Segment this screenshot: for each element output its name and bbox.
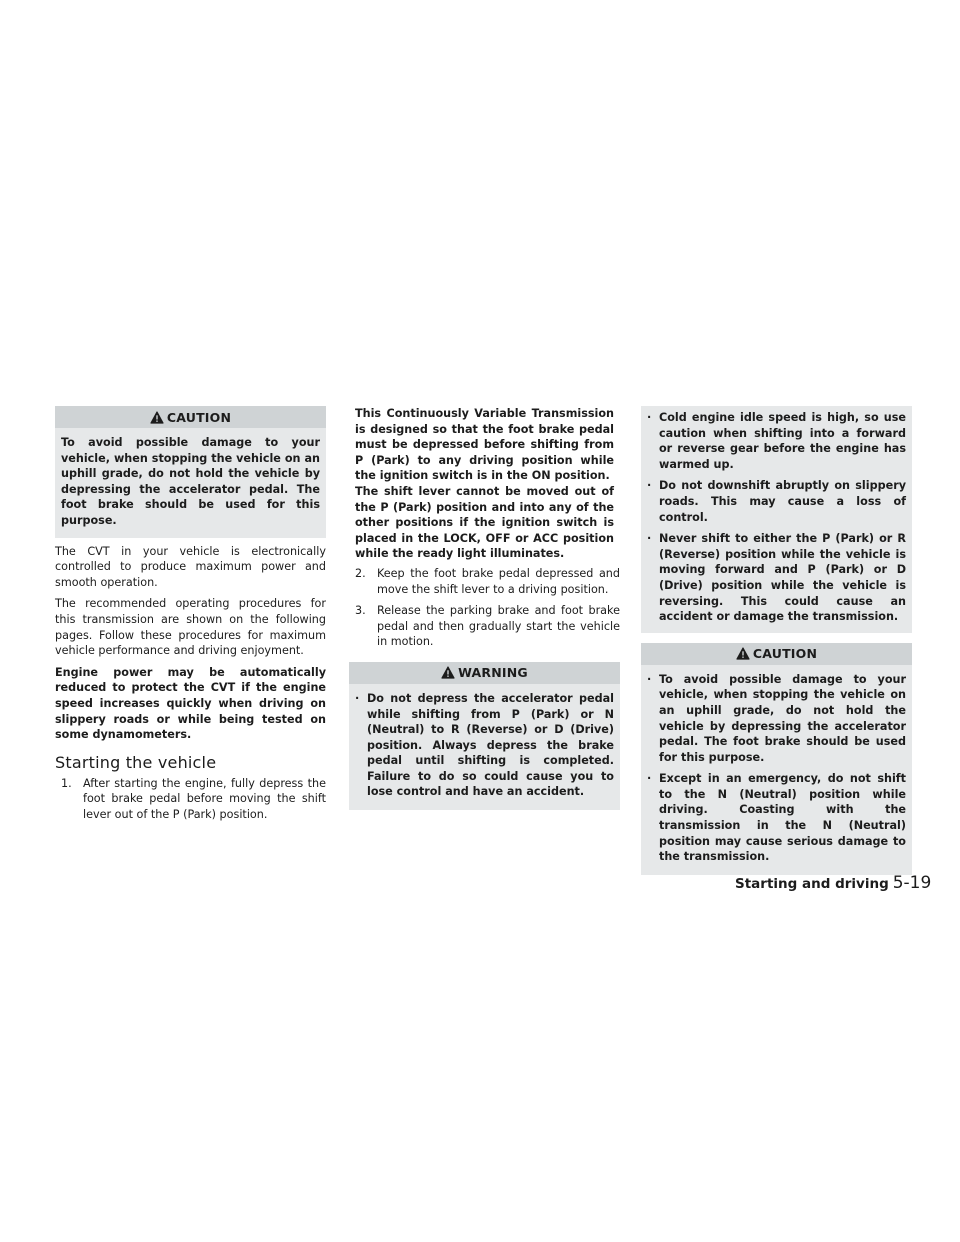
list-item-text: Except in an emergency, do not shift to the N (Neutral) position while driving. Coasting with the transmission in the N (Neutral) position may cause serious damage to the transmission. [659, 772, 906, 864]
column-left [55, 406, 326, 822]
caution-header [641, 643, 912, 665]
list-item-text: To avoid possible damage to your vehicle, when stopping the vehicle on an uphill grade, do not hold the vehicle by depressing the accelerator pedal. The foot brake should be used for this purpose. [659, 672, 906, 764]
list-item [647, 531, 906, 625]
warning-header [349, 662, 620, 684]
list-item [647, 410, 906, 472]
step-number: 3. [355, 604, 366, 618]
warning-triangle-icon [441, 666, 455, 679]
warning-box-continued [641, 406, 912, 633]
list-item [647, 771, 906, 865]
paragraph-engine-power: Engine power may be automatically reduced to protect the CVT if the engine speed increases quickly when driving on slippery roads or while being tested on some dynamometers. [55, 665, 326, 742]
paragraph-cvt-intro: The CVT in your vehicle is electronically controlled to produce maximum power and smooth operation. [55, 544, 326, 589]
step-1-note-brake: This Continuously Variable Transmission is designed so that the foot brake pedal must be depressed before shifting from P (Park) to any driving position while the ignition switch is in the ON position. [355, 407, 614, 483]
step-number: 2. [355, 566, 366, 580]
warning-triangle-icon [150, 411, 164, 424]
bullet: · [647, 532, 652, 546]
bullet: · [647, 411, 652, 424]
bullet: · [355, 691, 360, 705]
caution-box-2 [641, 643, 912, 875]
list-item-text: Do not depress the accelerator pedal while shifting from P (Park) or N (Neutral) to R (Reverse) or D (Drive) position. Always depress the brake pedal until shifting is completed. Failure to do so could cause you to lose control and have an accident. [367, 691, 614, 799]
step-2 [349, 566, 620, 597]
page-number: 5-19 [892, 873, 932, 893]
caution-header [55, 406, 326, 428]
list-item [355, 691, 614, 800]
caution-box [55, 406, 326, 538]
bullet: · [647, 672, 652, 686]
caution-list [641, 665, 912, 875]
list-item [647, 478, 906, 525]
page-footer [735, 873, 931, 893]
caution-text: To avoid possible damage to your vehicle, when stopping the vehicle on an uphill grade, do not hold the vehicle by depressing the accelerator pedal. The foot brake should be used for this purpose. [61, 436, 320, 527]
column-middle [349, 406, 620, 810]
step-text: After starting the engine, fully depress the foot brake pedal before moving the shift lever out of the P (Park) position. [83, 776, 326, 821]
bullet: · [647, 772, 652, 786]
step-3 [349, 603, 620, 650]
step-number: 1. [61, 776, 72, 790]
warning-triangle-icon [736, 647, 750, 660]
warning-box [349, 662, 620, 810]
step-1-note-shift-lever: The shift lever cannot be moved out of the P (Park) position and into any of the other positions if the ignition switch is placed in the LOCK, OFF or ACC position while the ready light illuminates. [355, 484, 614, 561]
list-item-text: Do not downshift abruptly on slippery roads. This may cause a loss of control. [659, 479, 906, 524]
paragraph-procedures: The recommended operating procedures for this transmission are shown on the following pages. Follow these procedures for maximum vehicle performance and driving enjoyment. [55, 597, 326, 658]
step-1 [55, 776, 326, 823]
caution-title: CAUTION [166, 409, 232, 425]
list-item [647, 672, 906, 766]
warning-list [349, 684, 620, 810]
list-item-text: Never shift to either the P (Park) or R (Reverse) position while the vehicle is moving forward and P (Park) or D (Drive) position while the vehicle is reversing. This could cause an accident or damage the transmission. [659, 532, 906, 624]
bullet: · [647, 479, 652, 493]
step-text: Release the parking brake and foot brake pedal and then gradually start the vehicle in motion. [377, 604, 620, 649]
section-heading: Starting the vehicle [55, 752, 217, 772]
warning-list-continued [641, 406, 912, 633]
list-item-text: Cold engine idle speed is high, so use caution when shifting into a forward or reverse gear before the engine has warmed up. [659, 411, 906, 471]
caution-title: CAUTION [752, 646, 818, 662]
section-title: Starting and driving [735, 876, 889, 892]
step-text: Keep the foot brake pedal depressed and move the shift lever to a driving position. [377, 566, 620, 596]
warning-title: WARNING [458, 665, 528, 681]
column-right [641, 406, 912, 875]
